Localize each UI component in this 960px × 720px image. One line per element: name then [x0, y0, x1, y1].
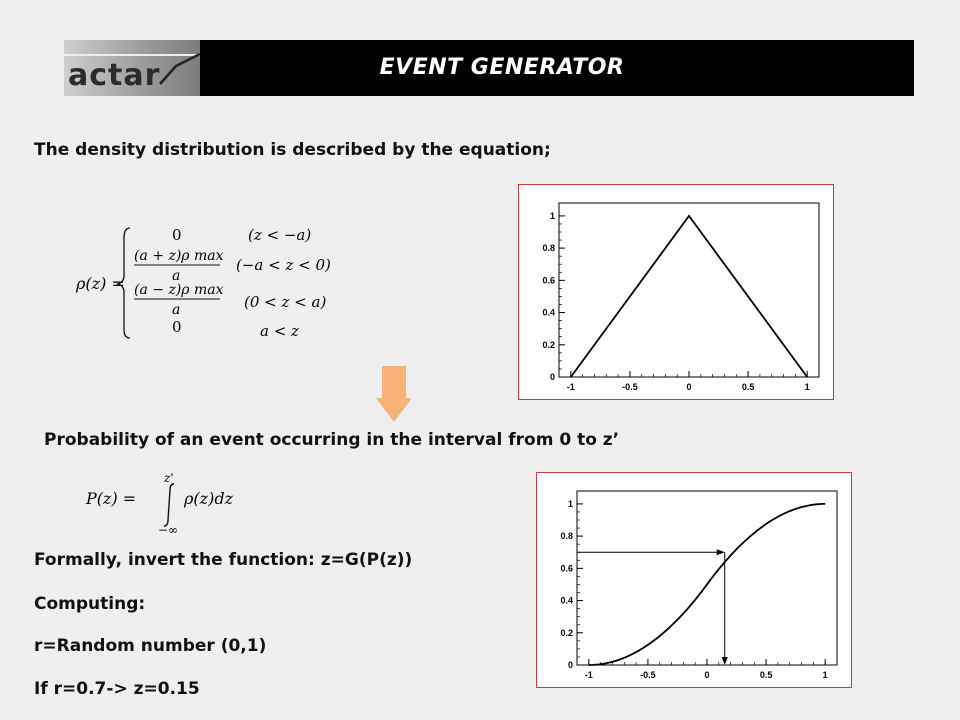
x-tick-label: -1 — [584, 670, 593, 680]
x-tick-label: 0 — [686, 382, 692, 392]
x-tick-label: 0.5 — [741, 382, 755, 392]
y-tick-label: 0.6 — [560, 563, 573, 574]
probability-intro-text: Probability of an event occurring in the interval from 0 to z’ — [44, 430, 620, 450]
x-tick-label: 1 — [822, 670, 828, 680]
logo-text: actar — [68, 58, 161, 93]
y-tick-label: 0.4 — [560, 595, 573, 606]
y-tick-label: 0.6 — [542, 275, 555, 286]
case-3-cond: (0 < z < a) — [244, 293, 327, 311]
density-chart-svg — [519, 185, 833, 399]
page-title: EVENT GENERATOR — [379, 55, 625, 80]
down-arrow-icon — [376, 366, 412, 424]
cumulative-chart — [536, 472, 852, 688]
case-2-expr: (a + z)ρ max — [134, 248, 224, 264]
case-3-expr: (a − z)ρ max — [134, 282, 224, 298]
y-tick-label: 0.8 — [560, 531, 573, 542]
y-tick-label: 0.4 — [542, 307, 555, 318]
x-tick-label: -0.5 — [640, 670, 656, 680]
random-text: r=Random number (0,1) — [34, 636, 267, 656]
y-tick-label: 0.2 — [560, 627, 573, 638]
density-chart — [518, 184, 834, 400]
x-tick-label: 0.5 — [759, 670, 773, 680]
case-2-cond: (−a < z < 0) — [236, 256, 331, 274]
y-tick-label: 1 — [549, 210, 555, 221]
y-tick-label: 0 — [567, 660, 573, 670]
density-intro-text: The density distribution is described by the equation; — [34, 140, 551, 160]
integral-upper-limit: z' — [164, 471, 174, 485]
actar-logo — [64, 40, 200, 96]
y-tick-label: 0 — [549, 372, 555, 382]
x-tick-label: 0 — [704, 670, 710, 680]
density-equation — [70, 222, 370, 344]
case-3-denom: a — [172, 302, 181, 318]
case-4-expr: 0 — [172, 318, 182, 336]
integrand: ρ(z)dz — [184, 489, 233, 508]
integral-lower-limit: −∞ — [158, 523, 179, 536]
integral-icon — [164, 484, 174, 526]
x-tick-label: -0.5 — [622, 382, 638, 392]
case-1-expr: 0 — [172, 226, 182, 244]
example-text: If r=0.7-> z=0.15 — [34, 679, 200, 699]
x-tick-label: 1 — [804, 382, 810, 392]
density-eq-lhs: ρ(z) = — [76, 274, 125, 293]
header-bar — [64, 40, 914, 96]
logo-track-icon — [64, 40, 200, 96]
invert-text: Formally, invert the function: z=G(P(z)) — [34, 550, 413, 570]
prob-eq-lhs: P(z) = — [86, 489, 137, 508]
plot-frame — [577, 491, 837, 665]
y-tick-label: 0.8 — [542, 243, 555, 254]
case-2-denom: a — [172, 268, 181, 284]
y-tick-label: 0.2 — [542, 339, 555, 350]
x-tick-label: -1 — [566, 382, 575, 392]
computing-text: Computing: — [34, 594, 146, 614]
y-tick-label: 1 — [567, 498, 573, 509]
case-1-cond: (z < −a) — [248, 226, 312, 244]
cumulative-chart-svg — [537, 473, 851, 687]
case-4-cond: a < z — [260, 322, 299, 340]
probability-equation — [80, 466, 270, 536]
plot-frame — [559, 203, 819, 377]
